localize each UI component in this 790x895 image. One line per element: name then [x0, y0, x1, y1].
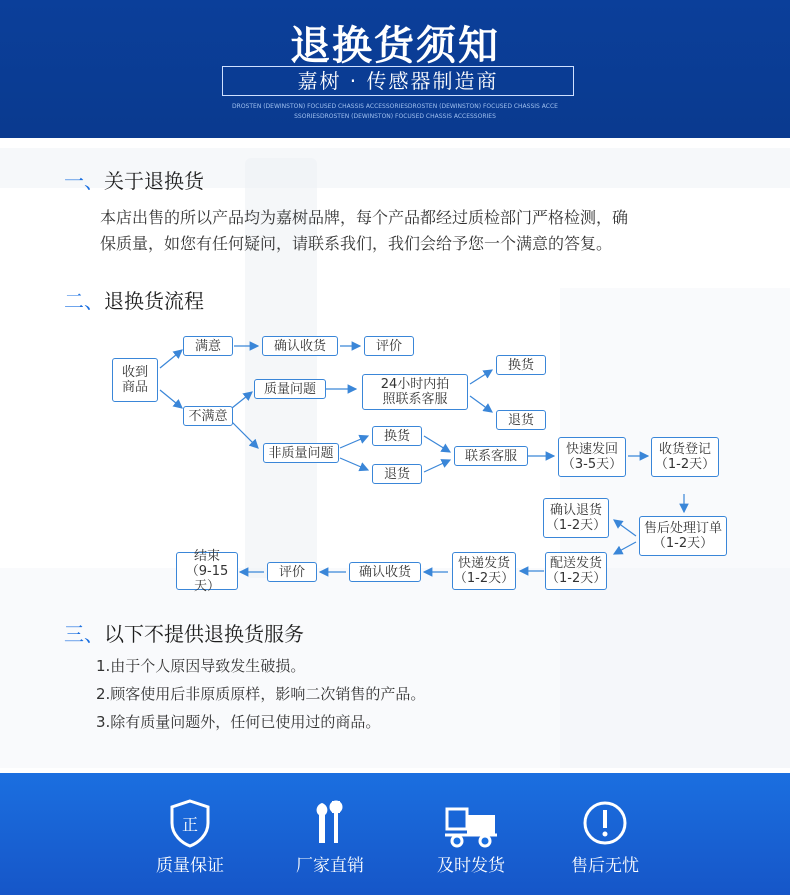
node-text: （1-2天） [652, 536, 714, 551]
section-heading: 退换货流程 [104, 289, 204, 313]
node-return-2: 退货 [372, 464, 422, 484]
service-label: 售后无忧 [571, 856, 639, 876]
node-text: 收货登记 [658, 442, 711, 457]
shield-icon [160, 797, 220, 849]
node-deliver [545, 552, 607, 590]
service-label: 厂家直销 [296, 856, 364, 876]
node-review: 评价 [364, 336, 414, 356]
node-end [176, 548, 238, 594]
node-text: （1-2天） [654, 457, 716, 472]
section-heading: 关于退换货 [104, 169, 204, 193]
node-text: （1-2天） [453, 571, 515, 586]
node-text: 商品 [121, 380, 148, 395]
page-title: 退换货须知 [290, 23, 500, 69]
node-text: （3-5天） [561, 457, 623, 472]
exclusion-item: 1.由于个人原因导致发生破损。 [96, 657, 306, 675]
node-non-quality-issue: 非质量问题 [263, 443, 339, 463]
node-receipt-register [651, 437, 719, 477]
english-line: DROSTEN (DEWINSTON) FOCUSED CHASSIS ACCESSORIESDROSTEN (DEWINSTON) FOCUSED CHASSIS ACCE [232, 103, 558, 110]
tools-icon [300, 797, 360, 849]
paragraph-line: 本店出售的所以产品均为嘉树品牌，每个产品都经过质检部门严格检测，确 [100, 208, 629, 227]
service-label: 及时发货 [437, 856, 505, 876]
section-number: 三、 [64, 622, 104, 646]
node-confirm-refund [543, 498, 609, 538]
shield-glyph: 正 [181, 815, 199, 834]
node-text: 确认退货 [549, 503, 602, 518]
exclusion-item: 2.顾客使用后非原质原样，影响二次销售的产品。 [96, 685, 426, 703]
node-text: 收到 [121, 365, 148, 380]
section-number: 一、 [64, 169, 104, 193]
node-text: 照联系客服 [382, 392, 448, 407]
footer-services [0, 773, 790, 895]
node-text: 配送发货 [549, 556, 602, 571]
node-review-2: 评价 [267, 562, 317, 582]
paragraph-line: 保质量，如您有任何疑问，请联系我们，我们会给予您一个满意的答复。 [100, 234, 613, 253]
node-exchange: 换货 [496, 355, 546, 375]
brand-subtitle: 嘉树 · 传感器制造商 [222, 66, 574, 96]
node-text: 售后处理订单 [643, 521, 722, 536]
section-heading: 以下不提供退换货服务 [104, 622, 304, 646]
node-after-sales [639, 516, 727, 556]
node-text: （1-2天） [546, 571, 607, 586]
section-number: 二、 [64, 289, 104, 313]
node-quality-issue: 质量问题 [254, 379, 326, 399]
exclusion-item: 3.除有质量问题外，任何已使用过的商品。 [96, 713, 381, 731]
service-label: 质量保证 [156, 856, 224, 876]
truck-icon [441, 797, 501, 849]
node-express-ship [452, 552, 516, 590]
node-text: （1-2天） [545, 518, 607, 533]
node-text: 24小时内拍 [380, 377, 450, 392]
node-satisfied: 满意 [183, 336, 233, 356]
node-receive-goods [112, 358, 158, 402]
node-confirm-receipt: 确认收货 [262, 336, 338, 356]
english-line: SSORIESDROSTEN (DEWINSTON) FOCUSED CHASSIS ACCESSORIES [294, 113, 496, 120]
exclamation-icon [575, 797, 635, 849]
node-confirm-receipt-2: 确认收货 [349, 562, 421, 582]
node-text: 结束 [193, 548, 220, 564]
section-title-exclusions [64, 618, 304, 647]
node-photo-contact [362, 374, 468, 410]
node-text: 快速发回 [565, 442, 618, 457]
node-contact-service: 联系客服 [454, 446, 528, 466]
node-exchange-2: 换货 [372, 426, 422, 446]
node-text: （9-15天） [185, 563, 229, 594]
node-express-return [558, 437, 626, 477]
node-unsatisfied: 不满意 [183, 406, 233, 426]
node-return: 退货 [496, 410, 546, 430]
node-text: 快递发货 [457, 556, 510, 571]
